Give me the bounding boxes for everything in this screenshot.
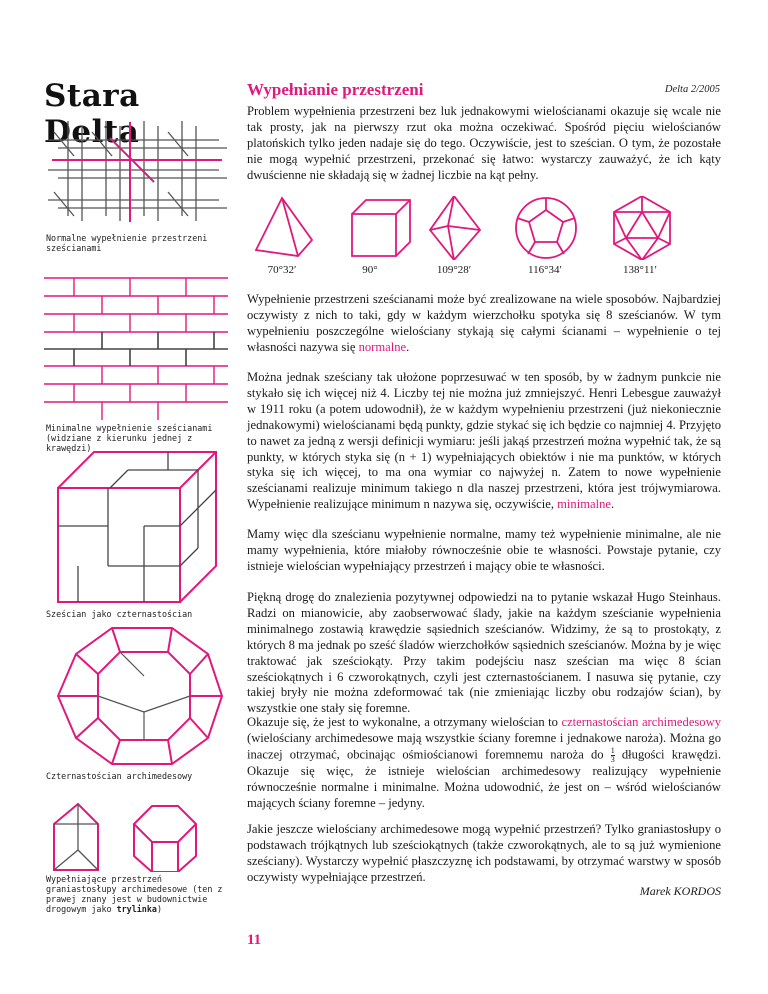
paragraph-2: Wypełnienie przestrzeni sześcianami może być zrealizowane na wiele sposobów. Najbardziej oczywisty z nich to taki, gdy w każdym wierzchołku spotyka się 8 sześcianów. W tym wypełnieniu poszczególne wielościany stykają się całymi ścianami – wypełnienie o tej własności nazywa się normalne. [247, 292, 721, 354]
angle-dodecahedron: 116°34′ [528, 264, 562, 276]
caption-minimal-filling: Minimalne wypełnienie sześcianami (widziane z kierunku jednej z krawędzi) [46, 423, 213, 453]
fraction-one-third: $\frac{1}{3}$ [610, 745, 615, 764]
angle-tetrahedron: 70°32′ [267, 264, 297, 276]
caption-cube-14: Sześcian jako czternastościan [46, 609, 193, 619]
paragraph-7: Jakie jeszcze wielościany archimedesowe mogą wypełnić przestrzeń? Tylko graniastosłupy o podstawach trójkątnych lub sześciokątnych (także czworokątnych, ale to są już wymienione sześciany). Wystarczy wypełnić płaszczyznę ich podstawami, by otrzymać warstwy w sposób oczywisty wypełniające przestrzeń. [247, 822, 721, 884]
normal-filling-figure [44, 118, 228, 226]
author: Marek KORDOS [639, 884, 721, 898]
prisms-term: trylinka [116, 904, 157, 914]
paragraph-1: Problem wypełnienia przestrzeni bez luk jednakowymi wielościanami okazuje się wcale nie tak prosty, jak na pierwszy rzut oka można oczekiwać. Spośród pięciu wielościanów platońskich tylko jeden nadaje się do tego. Oczywiście, jest to sześcian. O tym, że pozostałe nie mogą wypełnić przestrzeni, przekonać się łatwo: wystarczy zauważyć, że ich kąty dwuścienne nie składają się w żadnej liczbie na kąt pełny. [247, 104, 721, 182]
paragraph-3: Można jednak sześciany tak ułożone poprzesuwać w ten sposób, by w żadnym punkcie nie stykało się ich więcej niż 4. Liczby tej nie można już zmniejszyć. Henri Lebesgue zauważył w 1911 roku (a potem udowodnił), że w każdym wypełnieniu przestrzeni (już niekoniecznie jednakowymi) wielościanami będą punkty, gdzie stykać się ich będzie co najmniej 4. Przyjęto to nawet za jedną z wersji definicji wymiaru: jeśli jakąś przestrzeń można wypełnić tak, że są punkty, w których styka się (n + 1) wypełniających obiektów i nie ma punktów, w których styka się ich więcej, to ma ona wymiar co najwyżej n. Zatem to nowe wypełnienie sześcianami realizuje minimum takiego n dla naszej przestrzeni, która jest trójwymiarowa. Wypełnienie realizujące minimum n nazywa się, oczywiście, minimalne. [247, 370, 721, 512]
paragraph-4: Mamy więc dla sześcianu wypełnienie normalne, mamy też wypełnienie minimalne, ale nie mamy wypełnienia, które miałoby równocześnie obie te własności. Powstaje pytanie, czy istnieje wielościan wypełniający przestrzeń i mający obie te własności. [247, 527, 721, 573]
angle-icosahedron: 138°11′ [623, 264, 657, 276]
term-normal: normalne [358, 339, 407, 354]
term-minimal: minimalne [557, 497, 611, 512]
paragraph-5: Piękną drogę do znalezienia pozytywnej odpowiedzi na to pytanie wskazał Hugo Steinhaus. Radzi on mianowicie, aby zaobserwować ślady, jakie na każdym sześcianie wypełnienia minimalnego zostawią krawędzie sąsiednich sześcianów. Widzimy, że są to prostokąty, z których 8 ma jednak po sześć śladów wierzchołków sąsiednich sześcianów. Można by je więc traktować jak sześciokąty. Przy takim podejściu nasz sześcian ma więc 8 ścian sześciokątnych i 6 czworokątnych, czyli jest czternastościanem. I nasuwa się pytanie, czy takiej bryły nie można zdeformować tak (nie zmieniając liczby obu rodzajów ścian), by wszystkie one stały się foremne. [247, 590, 721, 716]
angle-cube: 90° [362, 264, 378, 276]
caption-normal-filling: Normalne wypełnienie przestrzeni sześcianami [46, 233, 208, 253]
term-archimedean: czternastościan archimedesowy [561, 715, 721, 729]
platonic-solids-figure [250, 196, 722, 260]
caption-archimedean: Czternastościan archimedesowy [46, 771, 193, 781]
paragraph-6: Okazuje się, że jest to wykonalne, a otrzymany wielościan to czternastościan archimedesowy (wielościany archimedesowe mają wszystkie ściany foremne i jednakowe naroża). Można go inaczej otrzymać, obcinając ośmiościanowi foremnemu naroża do $\frac{1}{3}$ długości krawędzi. Okazuje się więc, że istnieje wielościan archimedesowy realizujący wypełnienie równocześnie normalne i minimalne. Można udowodnić, że jest on – wśród wielościanów mających ściany foremne – jedyny. [247, 715, 721, 810]
angle-octahedron: 109°28′ [436, 264, 472, 276]
caption-prisms: Wypełniające przestrzeń graniastosłupy archimedesowe (ten z prawej znany jest w budownictwie drogowym jako trylinka) [46, 874, 223, 914]
masthead-logo: Stara Delta [44, 78, 140, 150]
truncated-octahedron-figure [50, 626, 226, 766]
article-title: Wypełnianie przestrzeni [247, 80, 424, 99]
issue-label: Delta 2/2005 [664, 84, 720, 95]
minimal-filling-figure [44, 270, 228, 420]
prisms-figure [48, 800, 228, 872]
page-number: 11 [247, 932, 262, 948]
cube-14-figure [48, 446, 226, 606]
